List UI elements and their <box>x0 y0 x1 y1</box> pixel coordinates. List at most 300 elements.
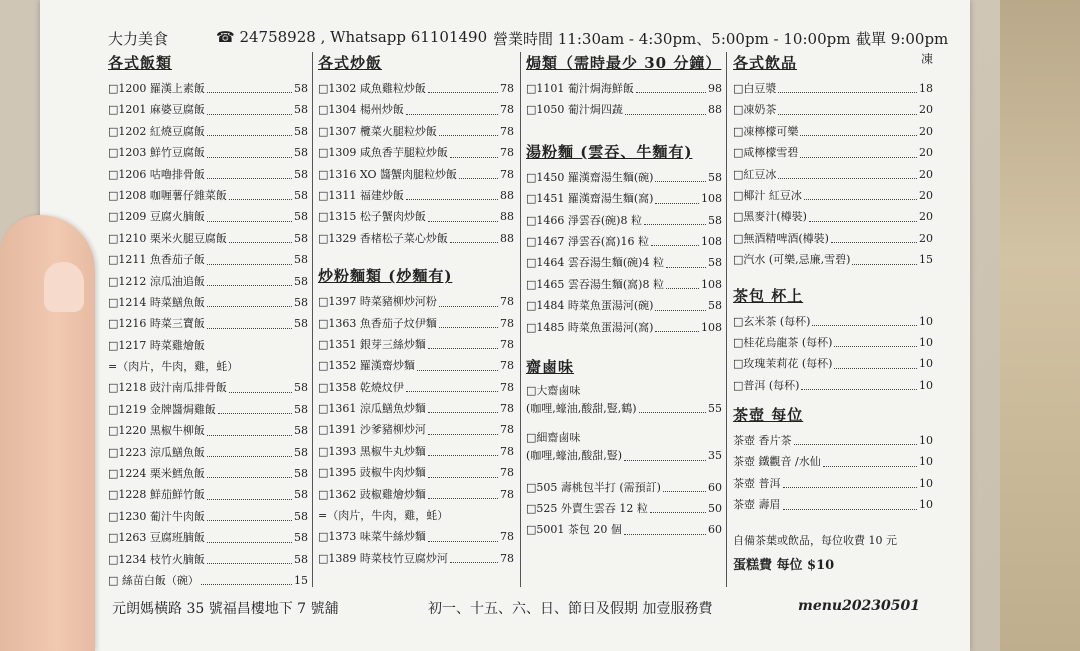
menu-item-name: □1361 涼瓜鱔魚炒麵 <box>318 402 426 416</box>
menu-item <box>318 505 514 526</box>
dotted-leader <box>804 185 917 200</box>
menu-item <box>733 99 933 120</box>
menu-item-price: 58 <box>294 210 308 224</box>
menu-item-name: □1389 時菜枝竹豆腐炒河 <box>318 551 448 565</box>
menu-item <box>318 462 514 483</box>
menu-item-price: 58 <box>294 424 308 438</box>
menu-item-name: □1484 時菜魚蛋湯河(碗) <box>526 299 654 313</box>
menu-item <box>733 430 933 451</box>
dotted-leader <box>655 188 699 203</box>
dotted-leader <box>852 249 917 264</box>
dotted-leader <box>207 271 292 286</box>
menu-item-price: 20 <box>919 124 933 138</box>
menu-item-price: 88 <box>500 188 514 202</box>
dotted-leader <box>207 206 292 221</box>
dotted-leader <box>651 231 699 246</box>
menu-item-price: 58 <box>294 274 308 288</box>
menu-item-name: □1230 葡汁牛肉飯 <box>108 509 205 523</box>
menu-item <box>108 506 308 527</box>
dotted-leader <box>624 519 706 534</box>
menu-item <box>108 399 308 420</box>
menu-item-name: □505 壽桃包半打 (需預訂) <box>526 480 661 494</box>
menu-item-name: □玫瑰茉莉花 (每杯) <box>733 357 833 371</box>
menu-item-name: □1223 涼瓜鱔魚飯 <box>108 445 205 459</box>
section-title-drinks: 各式飲品 <box>733 54 798 72</box>
menu-item-price: 78 <box>500 551 514 565</box>
braised-small-item: (咖哩,蠔油,酸甜,豎) 35 <box>526 445 722 466</box>
dotted-leader <box>778 78 917 93</box>
dotted-leader <box>783 473 918 488</box>
section-title-soup-noodles: 湯粉麵 (雲吞、牛麵有) <box>526 142 693 161</box>
menu-item <box>108 484 308 505</box>
menu-item <box>526 498 722 519</box>
menu-item <box>526 78 722 99</box>
column-divider <box>312 52 313 587</box>
menu-item-price: 58 <box>294 317 308 331</box>
drinks-column <box>733 50 933 573</box>
menu-item-price: 58 <box>294 103 308 117</box>
menu-item-price: 58 <box>294 188 308 202</box>
menu-item-name: □1211 魚香茄子飯 <box>108 253 205 267</box>
menu-item <box>733 142 933 163</box>
menu-item-name: □1311 福建炒飯 <box>318 188 404 202</box>
menu-item <box>318 526 514 547</box>
menu-item-name: 茶壺 鐵觀音 /水仙 <box>733 455 821 469</box>
menu-item-name: □1358 乾燒炆伊 <box>318 380 404 394</box>
menu-item-name: □1304 楊州炒飯 <box>318 103 404 117</box>
teapot-item-list <box>733 430 933 516</box>
menu-item-price: 78 <box>500 444 514 458</box>
menu-item <box>526 317 722 338</box>
menu-item-name: □1315 松子蟹肉炒飯 <box>318 210 426 224</box>
service-charge-note: 初一、十五、六、日、節日及假期 加壹服務費 <box>428 601 713 617</box>
menu-item-price: 20 <box>919 188 933 202</box>
rice-dishes-column <box>108 50 308 591</box>
dotted-leader <box>207 121 292 136</box>
dotted-leader <box>207 249 292 264</box>
restaurant-name: 大力美食 <box>108 30 169 48</box>
menu-item <box>108 356 308 377</box>
menu-item-name: □1216 時菜三寶飯 <box>108 317 205 331</box>
menu-item <box>526 188 722 209</box>
section-title-fried-rice: 各式炒飯 <box>318 54 383 72</box>
dotted-leader <box>207 420 292 435</box>
menu-item-name: □ 絲苗白飯（碗） <box>108 573 199 587</box>
menu-item-price: 78 <box>500 423 514 437</box>
dotted-leader <box>831 228 917 243</box>
menu-item <box>108 549 308 570</box>
menu-item-name: □1485 時菜魚蛋湯河(窩) <box>526 320 654 334</box>
menu-item <box>108 463 308 484</box>
menu-item <box>733 228 933 249</box>
dotted-leader <box>783 494 918 509</box>
menu-item-name: □1309 咸魚香芋腿粒炒飯 <box>318 146 448 160</box>
dotted-leader <box>406 185 498 200</box>
fried-noodle-item-list <box>318 291 514 569</box>
dotted-leader <box>428 334 498 349</box>
menu-item-name: □5001 茶包 20 個 <box>526 523 622 537</box>
menu-item-name: □1217 時菜雞燴飯 <box>108 338 205 352</box>
dotted-leader <box>428 484 498 499</box>
column-divider <box>726 52 727 587</box>
dotted-leader <box>201 570 292 585</box>
menu-item <box>733 121 933 142</box>
menu-item-name: □紅豆冰 <box>733 167 777 181</box>
menu-item-name: □1219 金牌醬焗雞飯 <box>108 402 216 416</box>
dotted-leader <box>207 142 292 157</box>
dotted-leader <box>207 335 306 350</box>
menu-item <box>526 519 722 540</box>
dotted-leader <box>809 206 917 221</box>
fried-rice-noodle-column <box>318 50 514 569</box>
menu-item-price: 10 <box>919 434 933 448</box>
teabag-item-list <box>733 311 933 397</box>
menu-item-price: 88 <box>500 231 514 245</box>
opening-hours: 營業時間 11:30am - 4:30pm、5:00pm - 10:00pm <box>493 30 851 48</box>
dotted-leader <box>800 142 917 157</box>
menu-item-price: 58 <box>294 467 308 481</box>
menu-item <box>318 291 514 312</box>
menu-item-price: 58 <box>294 124 308 138</box>
drink-item-list <box>733 78 933 271</box>
dotted-leader <box>207 463 292 478</box>
menu-item-name: □咸檸檬雪碧 <box>733 146 799 160</box>
menu-item-price: 10 <box>919 498 933 512</box>
dotted-leader <box>406 99 498 114</box>
menu-item-name: □1450 羅漢齋湯生麵(碗) <box>526 170 654 184</box>
dotted-leader <box>823 451 917 466</box>
menu-item-name: □1263 豆腐班腩飯 <box>108 531 205 545</box>
menu-item-price: 15 <box>294 573 308 587</box>
menu-item-price: 108 <box>701 277 722 291</box>
menu-item-name: □汽水 (可樂,忌廉,雪碧) <box>733 253 851 267</box>
menu-item-price: 10 <box>919 378 933 392</box>
menu-item-price: 78 <box>500 487 514 501</box>
menu-item-price: 50 <box>708 502 722 516</box>
dotted-leader <box>207 164 292 179</box>
dotted-leader <box>450 142 498 157</box>
menu-item-price: 58 <box>708 256 722 270</box>
dotted-leader <box>207 99 292 114</box>
dotted-leader <box>450 505 512 520</box>
dotted-leader <box>428 398 498 413</box>
dotted-leader <box>218 399 292 414</box>
dotted-leader <box>406 377 498 392</box>
menu-item-price: 58 <box>294 445 308 459</box>
dotted-leader <box>655 317 699 332</box>
menu-item <box>108 164 308 185</box>
menu-item-price: 10 <box>919 476 933 490</box>
menu-item-price: 88 <box>708 103 722 117</box>
menu-item-price: 10 <box>919 357 933 371</box>
menu-item-price: 108 <box>701 192 722 206</box>
tablecloth <box>1000 0 1080 651</box>
menu-item-name: □1362 豉椒雞燴炒麵 <box>318 487 426 501</box>
menu-item <box>318 142 514 163</box>
menu-item-price: 58 <box>294 231 308 245</box>
dotted-leader <box>778 164 917 179</box>
menu-item <box>318 441 514 462</box>
menu-item-name: =（肉片，牛肉，雞，蚝） <box>318 509 449 523</box>
menu-item <box>526 99 722 120</box>
menu-item <box>733 185 933 206</box>
menu-item <box>526 252 722 273</box>
menu-item <box>526 295 722 316</box>
braised-small-label: □細齋鹵味 <box>526 431 581 445</box>
menu-item-price: 78 <box>500 295 514 309</box>
dotted-leader <box>666 252 706 267</box>
menu-item-price: 58 <box>294 488 308 502</box>
section-title-fried-noodles: 炒粉麵類 (炒麵有) <box>318 267 453 286</box>
menu-item-name: □1363 魚香茄子炆伊麵 <box>318 316 437 330</box>
menu-item-price: 10 <box>919 455 933 469</box>
menu-item <box>733 78 933 99</box>
menu-item-price: 58 <box>294 509 308 523</box>
menu-item <box>733 473 933 494</box>
menu-item-name: □1352 羅漢齋炒麵 <box>318 359 415 373</box>
dotted-leader <box>801 375 917 390</box>
menu-code: menu20230501 <box>798 598 921 614</box>
menu-item-name: □1302 咸魚雞粒炒飯 <box>318 82 426 95</box>
menu-item-price: 60 <box>708 523 722 537</box>
dotted-leader <box>207 506 292 521</box>
baked-item-list <box>526 78 722 121</box>
dotted-leader <box>417 355 498 370</box>
dotted-leader <box>644 210 706 225</box>
dotted-leader <box>229 377 292 392</box>
menu-item-price: 78 <box>500 402 514 416</box>
menu-item-price: 78 <box>500 103 514 117</box>
menu-item-name: □1212 涼瓜油追飯 <box>108 274 205 288</box>
menu-item-price: 58 <box>294 146 308 160</box>
menu-item-name: □1101 葡汁焗海鮮飯 <box>526 82 634 95</box>
menu-item-name: □黑麥汁(樽裝) <box>733 210 807 224</box>
menu-item <box>733 494 933 515</box>
dotted-leader <box>428 419 498 434</box>
menu-item-price: 60 <box>708 480 722 494</box>
menu-item <box>108 442 308 463</box>
menu-item-name: □525 外賣生雲吞 12 粒 <box>526 502 648 516</box>
dotted-leader <box>229 228 292 243</box>
section-title-baked: 焗類（需時最少 30 分鐘） <box>526 54 722 72</box>
menu-item-price: 20 <box>919 210 933 224</box>
menu-item-price: 78 <box>500 146 514 160</box>
menu-item-name: □白豆漿 <box>733 82 777 95</box>
dotted-leader <box>450 228 498 243</box>
menu-item-price: 20 <box>919 103 933 117</box>
menu-item <box>108 142 308 163</box>
menu-item-price: 58 <box>294 82 308 95</box>
menu-item-price: 78 <box>500 380 514 394</box>
menu-item <box>733 375 933 396</box>
menu-item-name: □1210 栗米火腿豆腐飯 <box>108 231 227 245</box>
menu-item-name: □1391 沙爹豬柳炒河 <box>318 423 426 437</box>
braised-large-item: (咖哩,蠔油,酸甜,豎,鶴) 55 <box>526 398 722 419</box>
dotted-leader <box>800 121 917 136</box>
menu-item-price: 58 <box>294 167 308 181</box>
menu-item <box>318 206 514 227</box>
menu-item-price: 58 <box>294 295 308 309</box>
menu-item-price: 58 <box>294 253 308 267</box>
dotted-leader <box>207 484 292 499</box>
dotted-leader <box>666 274 699 289</box>
menu-item-price: 58 <box>294 552 308 566</box>
menu-item <box>526 167 722 188</box>
menu-item <box>526 274 722 295</box>
dotted-leader <box>459 164 498 179</box>
dotted-leader <box>428 462 498 477</box>
menu-item <box>526 231 722 252</box>
menu-item-name: □1220 黑椒牛柳飯 <box>108 424 205 438</box>
menu-item-price: 78 <box>500 316 514 330</box>
menu-item-price: 78 <box>500 466 514 480</box>
menu-item <box>108 570 308 591</box>
menu-item <box>318 355 514 376</box>
menu-item-name: □凍檸檬可樂 <box>733 124 799 138</box>
menu-item <box>108 271 308 292</box>
menu-item <box>108 99 308 120</box>
menu-item-name: □1203 鮮竹豆腐飯 <box>108 146 205 160</box>
dotted-leader <box>655 167 706 182</box>
menu-item-name: 茶壺 普洱 <box>733 476 781 490</box>
menu-item-price: 58 <box>708 213 722 227</box>
menu-item-price: 108 <box>701 320 722 334</box>
menu-item-price: 20 <box>919 146 933 160</box>
menu-item <box>318 398 514 419</box>
dotted-leader <box>207 78 292 93</box>
menu-item-price: 58 <box>294 531 308 545</box>
menu-item-name: □1202 紅燒豆腐飯 <box>108 124 205 138</box>
menu-item-name: □普洱 (每杯) <box>733 378 800 392</box>
menu-item <box>318 548 514 569</box>
menu-item-name: □1228 鮮茄鮮竹飯 <box>108 488 205 502</box>
dotted-leader <box>428 78 498 93</box>
menu-item-name: □1351 銀芽三絲炒麵 <box>318 337 426 351</box>
menu-item <box>733 206 933 227</box>
menu-item <box>108 121 308 142</box>
menu-item <box>733 249 933 270</box>
dotted-leader <box>834 332 917 347</box>
menu-item <box>318 164 514 185</box>
menu-item-name: □1316 XO 醬蟹肉腿粒炒飯 <box>318 167 458 181</box>
menu-item-name: □1050 葡汁焗四蔬 <box>526 103 623 117</box>
baked-soup-column <box>526 50 722 541</box>
menu-item-name: □1234 枝竹火腩飯 <box>108 552 205 566</box>
cold-label: 凍 <box>920 52 933 66</box>
dotted-leader <box>625 99 706 114</box>
dotted-leader <box>778 99 917 114</box>
menu-item-name: □1201 麻婆豆腐飯 <box>108 103 205 117</box>
menu-item <box>318 419 514 440</box>
menu-item <box>108 292 308 313</box>
menu-item-name: □1464 雲吞湯生麵(碗)4 粒 <box>526 256 664 270</box>
dotted-leader <box>207 313 292 328</box>
menu-item <box>318 121 514 142</box>
fried-rice-item-list <box>318 78 514 249</box>
menu-item <box>108 527 308 548</box>
dotted-leader <box>439 121 498 136</box>
menu-item-name: □1397 時菜豬柳炒河粉 <box>318 295 437 309</box>
menu-item <box>733 353 933 374</box>
column-divider <box>520 52 521 587</box>
soup-noodle-item-list <box>526 167 722 338</box>
misc-item-list <box>526 477 722 541</box>
menu-item-price: 15 <box>919 253 933 267</box>
cake-fee-note: 蛋糕費 每位 $10 <box>733 557 835 573</box>
menu-item <box>318 334 514 355</box>
contact-phone: ☎ 24758928 , Whatsapp 61101490 <box>216 28 488 46</box>
menu-item-price: 10 <box>919 335 933 349</box>
menu-item-name: □凍奶茶 <box>733 103 777 117</box>
section-title-teapot: 茶壺 每位 <box>733 406 804 425</box>
menu-item-name: □1373 味菜牛絲炒麵 <box>318 530 426 544</box>
menu-item-price: 78 <box>500 530 514 544</box>
menu-item-name: □1329 香楮松子菜心炒飯 <box>318 231 448 245</box>
menu-item-name: □椰汁 紅豆冰 <box>733 188 802 202</box>
section-title-braised: 齋鹵味 <box>526 357 575 376</box>
menu-item-price: 20 <box>919 231 933 245</box>
dotted-leader <box>439 291 498 306</box>
menu-item-price: 18 <box>919 82 933 95</box>
menu-item <box>733 332 933 353</box>
menu-item-price: 78 <box>500 359 514 373</box>
menu-item-name: 茶壺 香片茶 <box>733 434 792 448</box>
menu-item-name: □1206 咕嚕排骨飯 <box>108 167 205 181</box>
menu-item-name: =（肉片，牛肉，雞，蚝） <box>108 360 239 374</box>
last-order-time: 截單 9:00pm <box>856 30 949 48</box>
menu-item-price: 58 <box>708 170 722 184</box>
menu-item-name: □玄米茶 (每杯) <box>733 314 811 328</box>
menu-item-name: 茶壺 壽眉 <box>733 498 781 512</box>
menu-item-name: □1466 淨雲吞(碗)8 粒 <box>526 213 642 227</box>
menu-item-name: □無酒精啤酒(樽裝) <box>733 231 829 245</box>
menu-item <box>108 206 308 227</box>
menu-item-price: 88 <box>500 210 514 224</box>
menu-item <box>318 185 514 206</box>
menu-item <box>108 420 308 441</box>
dotted-leader <box>207 549 292 564</box>
dotted-leader <box>428 441 498 456</box>
menu-item-name: □1218 豉汁南瓜排骨飯 <box>108 381 227 395</box>
thumbnail <box>44 262 84 312</box>
menu-item <box>108 228 308 249</box>
dotted-leader <box>428 206 498 221</box>
menu-item-price: 78 <box>500 167 514 181</box>
braised-large-label: □大齋鹵味 <box>526 383 581 397</box>
menu-item-name: □1209 豆腐火腩飯 <box>108 210 205 224</box>
menu-item <box>526 477 722 498</box>
menu-item <box>318 313 514 334</box>
menu-item-name: □1395 豉椒牛肉炒麵 <box>318 466 426 480</box>
own-drink-note: 自備茶葉或飲品，每位收費 10 元 <box>733 533 897 547</box>
rice-item-list <box>108 78 308 591</box>
menu-item-price: 10 <box>919 314 933 328</box>
menu-item <box>108 249 308 270</box>
menu-item-price: 58 <box>708 299 722 313</box>
menu-item <box>318 377 514 398</box>
menu-item-name: □桂花烏龍茶 (每杯) <box>733 335 833 349</box>
menu-item-price: 78 <box>500 124 514 138</box>
dotted-leader <box>663 477 706 492</box>
menu-item <box>526 210 722 231</box>
dotted-leader <box>450 548 498 563</box>
dotted-leader <box>240 356 306 371</box>
menu-item-name: □1208 咖喱薯仔雜菜飯 <box>108 188 227 202</box>
menu-item-name: □1465 雲吞湯生麵(窩)8 粒 <box>526 277 664 291</box>
section-title-teabags: 茶包 杯上 <box>733 286 804 305</box>
menu-item-price: 78 <box>500 337 514 351</box>
menu-item <box>108 335 308 356</box>
